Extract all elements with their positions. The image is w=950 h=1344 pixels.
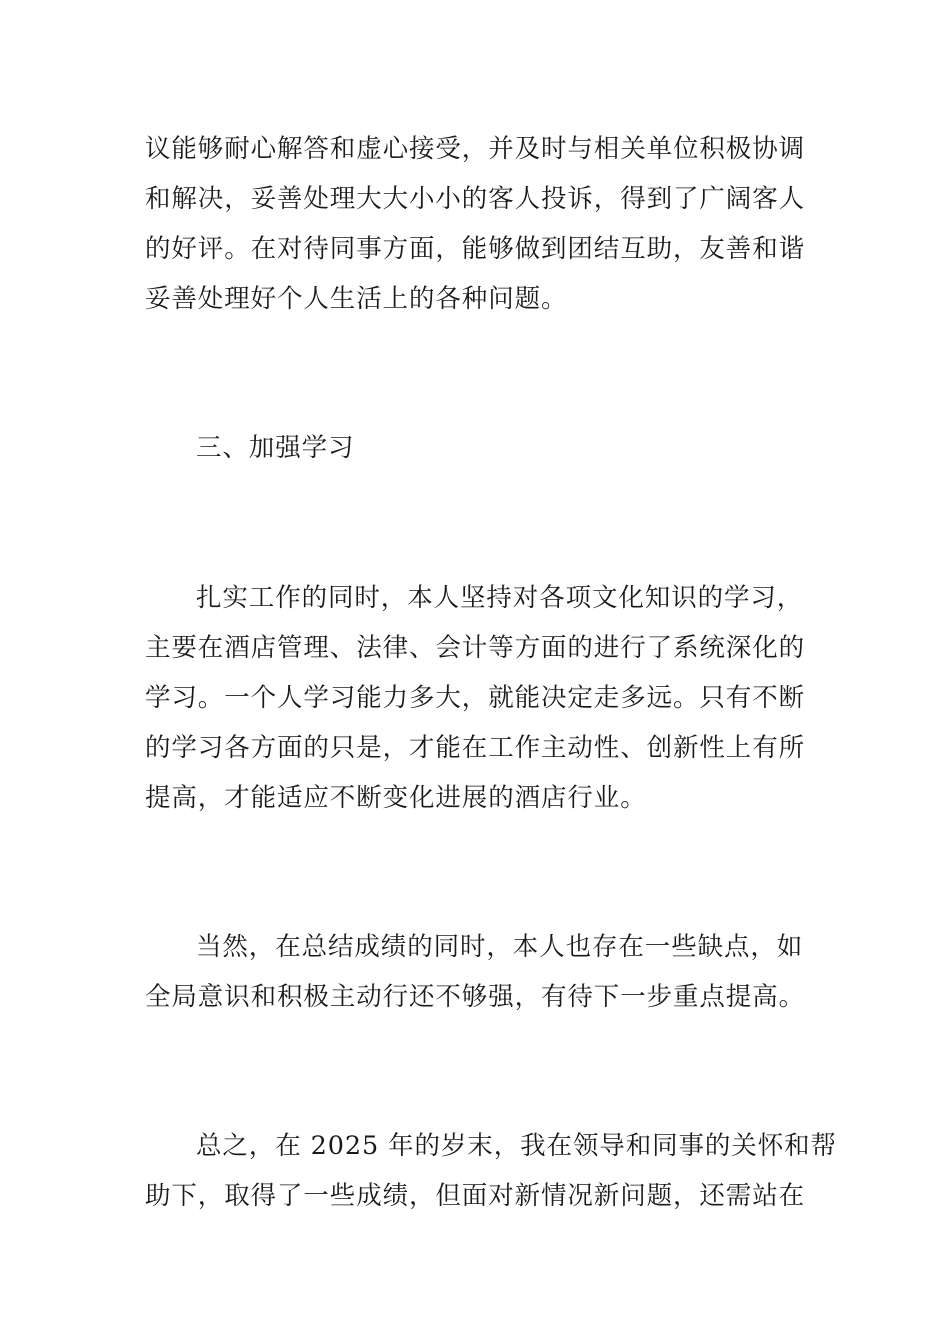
text-line: 妥善处理好个人生活上的各种问题。 — [145, 284, 568, 314]
text-line: 学习。一个人学习能力多大，就能决定走多远。只有不断 — [145, 683, 806, 713]
text-line: 议能够耐心解答和虚心接受，并及时与相关单位积极协调 — [145, 134, 806, 164]
text-line: 助下，取得了一些成绩，但面对新情况新问题，还需站在 — [145, 1181, 806, 1211]
text-line: 的好评。在对待同事方面，能够做到团结互助，友善和谐 — [145, 234, 806, 264]
text-line: 提高，才能适应不断变化进展的酒店行业。 — [145, 783, 647, 813]
text-line: 的学习各方面的只是，才能在工作主动性、创新性上有所 — [145, 733, 806, 763]
section-heading: 三、加强学习 — [196, 433, 355, 463]
text-line: 全局意识和积极主动行还不够强，有待下一步重点提高。 — [145, 982, 806, 1012]
text-line: 当然，在总结成绩的同时，本人也存在一些缺点，如 — [196, 932, 804, 962]
text-line: 总之，在 2025 年的岁末，我在领导和同事的关怀和帮 — [196, 1131, 837, 1161]
text-line: 主要在酒店管理、法律、会计等方面的进行了系统深化的 — [145, 633, 806, 663]
text-line: 和解决，妥善处理大大小小的客人投诉，得到了广阔客人 — [145, 184, 806, 214]
text-line: 扎实工作的同时，本人坚持对各项文化知识的学习， — [196, 583, 804, 613]
